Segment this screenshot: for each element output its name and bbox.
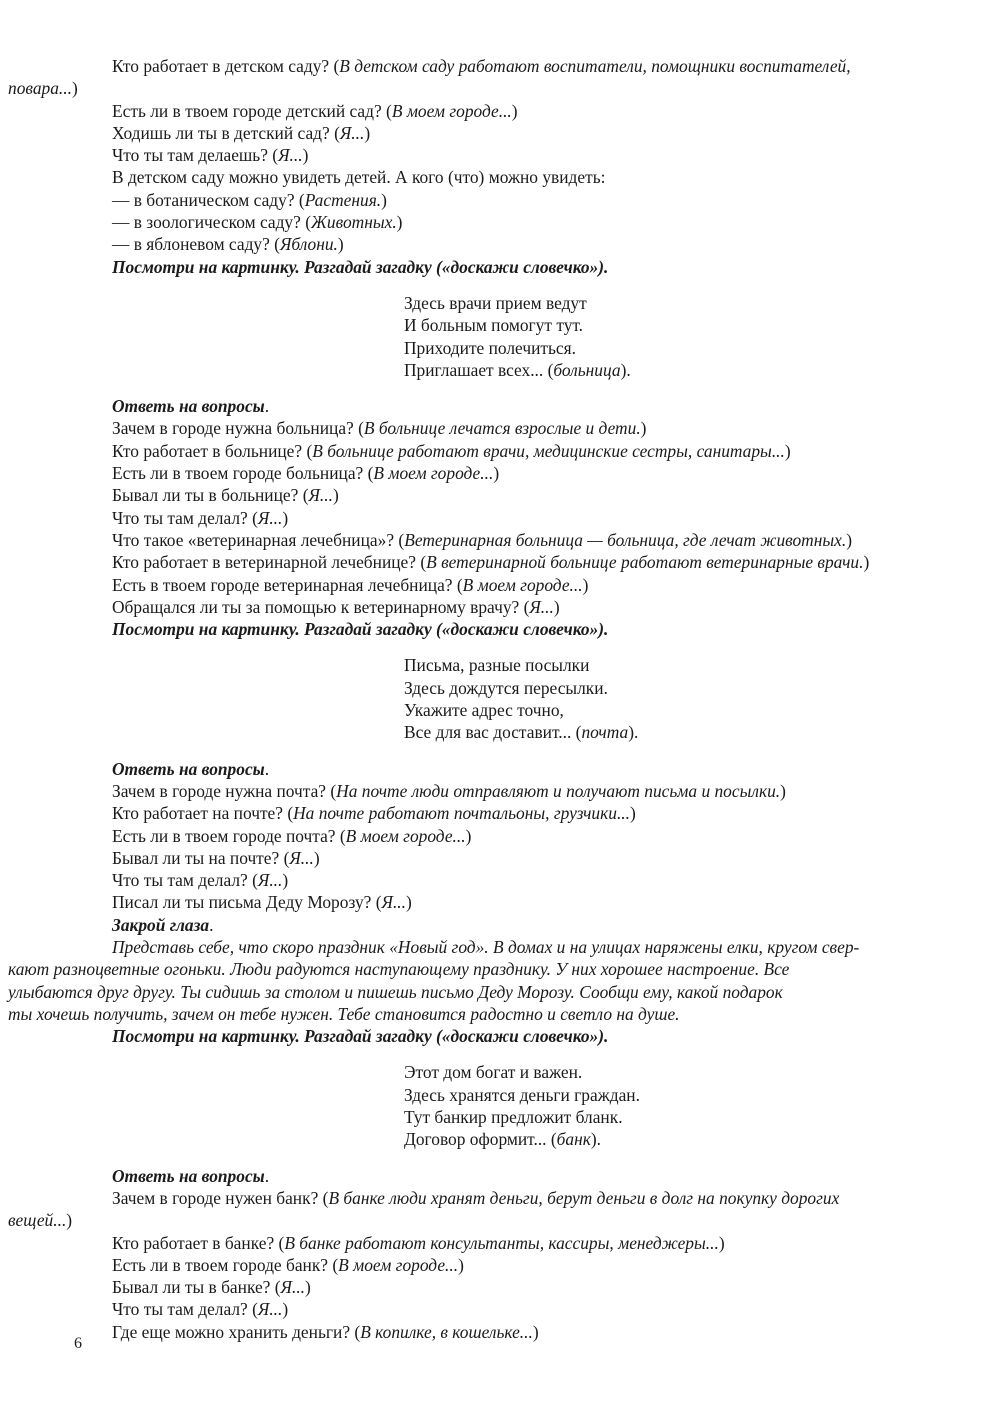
statement-line: В детском саду можно увидеть детей. А кого (что) можно увидеть: bbox=[112, 167, 606, 188]
question-line: Есть ли в твоем городе банк? (В моем городе...) bbox=[112, 1254, 464, 1275]
paragraph-line: Представь себе, что скоро праздник «Новый год». В домах и на улицах наряжены елки, кругом свер- bbox=[112, 936, 860, 957]
question-line: Есть ли в твоем городе почта? (В моем городе...) bbox=[112, 825, 472, 846]
poem-line: Приходите полечиться. bbox=[404, 337, 576, 358]
poem-line: Здесь дождутся пересылки. bbox=[404, 677, 608, 698]
question-line: Зачем в городе нужна больница? (В больнице лечатся взрослые и дети.) bbox=[112, 418, 647, 439]
riddle-poem bbox=[404, 292, 954, 381]
question-line: Зачем в городе нужна почта? (На почте люди отправляют и получают письма и посылки.) bbox=[112, 780, 786, 801]
question-line: Где еще можно хранить деньги? (В копилке, в кошельке...) bbox=[112, 1321, 539, 1342]
poem-line: Все для вас доставит... (почта). bbox=[404, 722, 639, 743]
question-line: Кто работает на почте? (На почте работают почтальоны, грузчики...) bbox=[112, 803, 636, 824]
riddle-heading: Посмотри на картинку. Разгадай загадку («доскажи словечко»). bbox=[112, 619, 609, 640]
page-number: 6 bbox=[74, 1335, 82, 1352]
answer-heading: Ответь на вопросы. bbox=[112, 758, 270, 779]
question-line: Что ты там делал? (Я...) bbox=[112, 1299, 289, 1320]
poem-line: И больным помогут тут. bbox=[404, 315, 584, 336]
question-line: Кто работает в детском саду? (В детском саду работают воспитатели, помощники воспитателей, повара...) bbox=[8, 56, 851, 99]
close-eyes-heading: Закрой глаза. bbox=[112, 914, 214, 935]
answer-heading: Ответь на вопросы. bbox=[112, 396, 270, 417]
poem-line: Договор оформит... (банк). bbox=[404, 1129, 602, 1150]
paragraph-line: ты хочешь получить, зачем он тебе нужен. Тебе становится радостно и светло на душе. bbox=[8, 1003, 680, 1024]
page-text bbox=[8, 55, 954, 1343]
poem-line: Тут банкир предложит бланк. bbox=[404, 1107, 623, 1128]
answer-heading: Ответь на вопросы. bbox=[112, 1165, 270, 1186]
poem-line: Этот дом богат и важен. bbox=[404, 1062, 583, 1083]
riddle-poem bbox=[404, 1061, 954, 1150]
question-line: Кто работает в ветеринарной лечебнице? (В ветеринарной больнице работают ветеринарные врачи.) bbox=[112, 552, 870, 573]
question-line: Писал ли ты письма Деду Морозу? (Я...) bbox=[112, 892, 412, 913]
question-line: — в зоологическом саду? (Животных.) bbox=[112, 212, 403, 233]
question-line: Есть ли в твоем городе больница? (В моем городе...) bbox=[112, 463, 500, 484]
paragraph-line: улыбаются друг другу. Ты сидишь за столом и пишешь письмо Деду Морозу. Сообщи ему, какой подарок bbox=[8, 981, 783, 1002]
imagination-paragraph bbox=[8, 936, 954, 1025]
question-line: Зачем в городе нужен банк? (В банке люди хранят деньги, берут деньги в долг на покупку дорогих вещей...) bbox=[8, 1187, 840, 1231]
paragraph-line: кают разноцветные огоньки. Люди радуются наступающему празднику. У них хорошее настроение. Все bbox=[8, 959, 790, 980]
riddle-heading: Посмотри на картинку. Разгадай загадку («доскажи словечко»). bbox=[112, 256, 609, 277]
question-line: Кто работает в банке? (В банке работают консультанты, кассиры, менеджеры...) bbox=[112, 1232, 725, 1253]
question-line: — в яблоневом саду? (Яблони.) bbox=[112, 234, 344, 255]
question-line: Что ты там делаешь? (Я...) bbox=[112, 145, 309, 166]
question-line: Есть в твоем городе ветеринарная лечебница? (В моем городе...) bbox=[112, 574, 589, 595]
question-line: Ходишь ли ты в детский сад? (Я...) bbox=[112, 122, 371, 143]
question-line: Кто работает в больнице? (В больнице работают врачи, медицинские сестры, санитары...) bbox=[112, 440, 791, 461]
question-line: Бывал ли ты в больнице? (Я...) bbox=[112, 485, 339, 506]
poem-line: Письма, разные посылки bbox=[404, 655, 590, 676]
question-line: Что ты там делал? (Я...) bbox=[112, 870, 289, 891]
poem-line: Здесь хранятся деньги граждан. bbox=[404, 1084, 640, 1105]
question-line: Бывал ли ты в банке? (Я...) bbox=[112, 1277, 311, 1298]
poem-line: Приглашает всех... (больница). bbox=[404, 359, 631, 380]
riddle-heading: Посмотри на картинку. Разгадай загадку («доскажи словечко»). bbox=[112, 1026, 609, 1047]
question-line: Что ты там делал? (Я...) bbox=[112, 507, 289, 528]
question-line: Есть ли в твоем городе детский сад? (В моем городе...) bbox=[112, 100, 518, 121]
poem-line: Здесь врачи прием ведут bbox=[404, 292, 587, 313]
question-line: Что такое «ветеринарная лечебница»? (Ветеринарная больница — больница, где лечат животных.) bbox=[112, 529, 852, 550]
question-line: — в ботаническом саду? (Растения.) bbox=[112, 189, 387, 210]
riddle-poem bbox=[404, 654, 954, 743]
poem-line: Укажите адрес точно, bbox=[404, 700, 564, 721]
question-line: Бывал ли ты на почте? (Я...) bbox=[112, 847, 320, 868]
question-line: Обращался ли ты за помощью к ветеринарному врачу? (Я...) bbox=[112, 596, 560, 617]
